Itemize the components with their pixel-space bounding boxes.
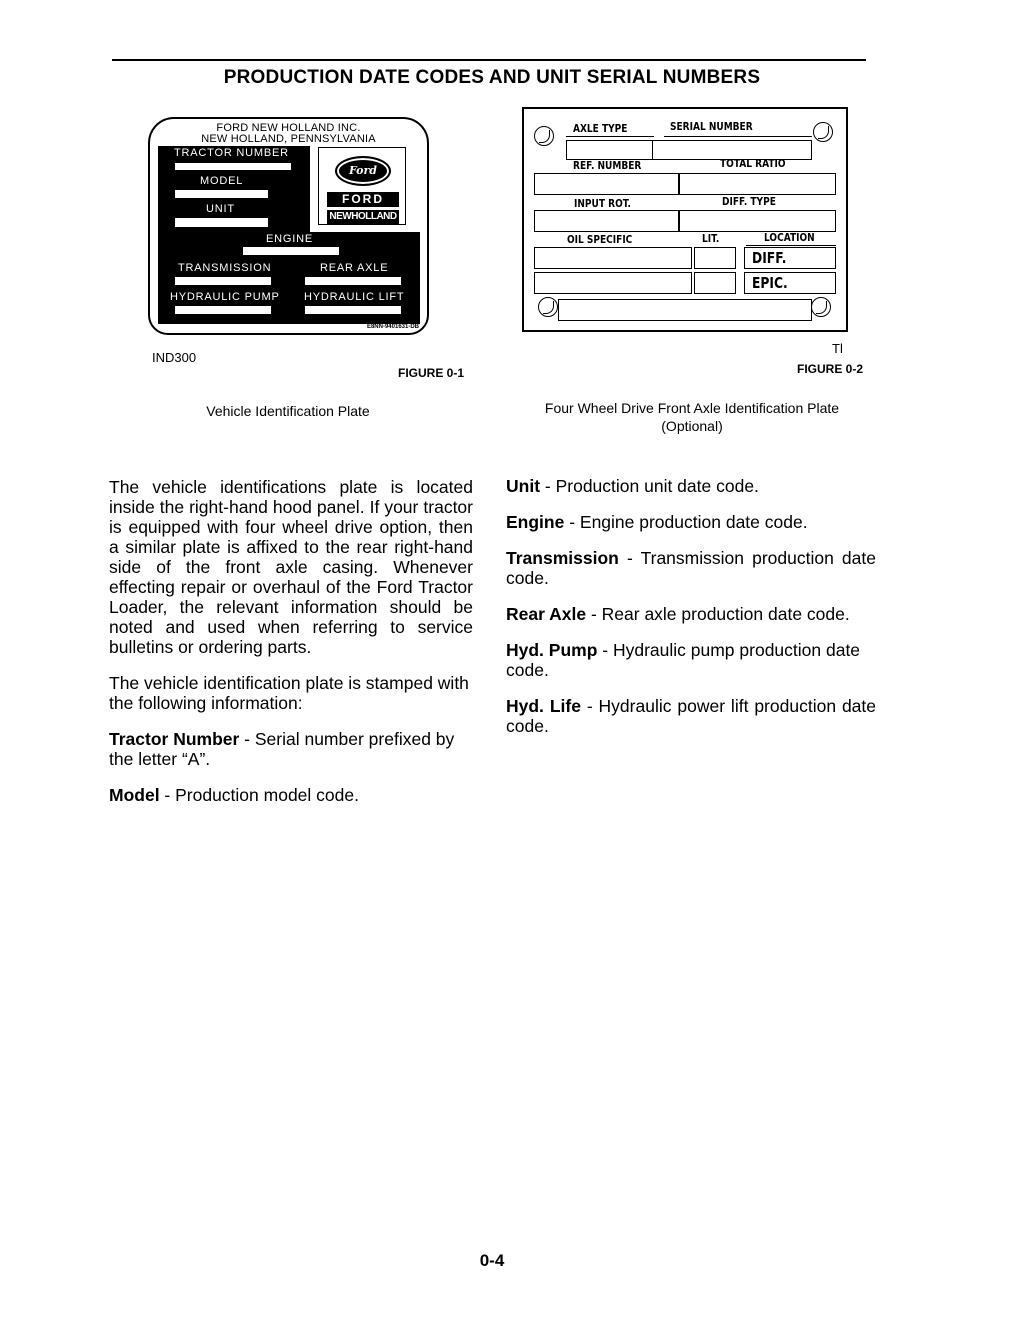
ref-number-label: REF. NUMBER: [573, 159, 642, 172]
desc: - Serial number prefixed by the letter “A”.: [109, 729, 455, 769]
serial-number-label: SERIAL NUMBER: [670, 120, 753, 133]
diff-label: DIFF.: [752, 249, 787, 267]
lit-field-epic: [694, 272, 736, 294]
definition-engine: [506, 512, 876, 532]
definition-transmission: [506, 548, 876, 588]
label-underline: [746, 245, 836, 246]
figure1-caption: Vehicle Identification Plate: [206, 403, 370, 419]
label-underline: [664, 136, 812, 137]
left-column: [109, 477, 473, 821]
input-rot-label: INPUT ROT.: [574, 197, 631, 210]
unit-label: UNIT: [206, 203, 235, 215]
vehicle-identification-plate: [148, 117, 429, 335]
desc: - Production unit date code.: [540, 476, 759, 496]
top-rule: [112, 59, 866, 61]
definition-hyd-pump: [506, 640, 876, 680]
axle-type-field: [566, 140, 654, 160]
engine-label: ENGINE: [266, 233, 313, 245]
logo-box: [318, 147, 406, 225]
figure2-side-code: Tl: [832, 341, 843, 356]
definition-model: [109, 785, 473, 805]
ford-oval-text: Ford: [348, 164, 378, 177]
stamped-info-paragraph: The vehicle identification plate is stamped with the following information:: [109, 673, 469, 713]
oil-specific-field-epic: [534, 272, 692, 294]
input-rot-field: [534, 210, 679, 232]
hydraulic-pump-label: HYDRAULIC PUMP: [170, 291, 280, 303]
page-title: PRODUCTION DATE CODES AND UNIT SERIAL NUMBERS: [223, 67, 761, 88]
figure2-caption-line2: (Optional): [661, 418, 723, 434]
term: Hyd. Pump: [506, 640, 598, 660]
model-field: [174, 189, 269, 199]
diff-type-label: DIFF. TYPE: [722, 195, 776, 208]
desc: - Rear axle production date code.: [586, 604, 850, 624]
diff-type-field: [679, 210, 836, 232]
lit-field-diff: [694, 247, 736, 269]
right-column: [506, 476, 876, 752]
hydraulic-lift-label: HYDRAULIC LIFT: [304, 291, 405, 303]
rivet-hole-top-left: [534, 126, 554, 146]
term: Hyd. Life: [506, 696, 581, 716]
desc: - Transmission production date code.: [506, 548, 876, 588]
definition-unit: [506, 476, 876, 496]
desc: - Hydraulic pump production date code.: [506, 640, 861, 680]
definition-rear-axle: [506, 604, 876, 624]
unit-field: [174, 217, 269, 228]
ford-oval-logo: [335, 156, 391, 186]
tractor-number-field: [174, 162, 292, 171]
axle-type-label: AXLE TYPE: [573, 122, 628, 135]
rear-axle-label: REAR AXLE: [320, 262, 389, 274]
lit-label: LIT.: [702, 232, 720, 245]
bottom-field: [558, 299, 812, 321]
term: Rear Axle: [506, 604, 587, 624]
term: Model: [109, 785, 160, 805]
plate-part-code: E8NN-9401631-DB: [366, 324, 419, 330]
desc: - Hydraulic power lift production date code.: [506, 696, 876, 736]
rivet-hole-bottom-right: [811, 297, 831, 317]
term: Engine: [506, 512, 565, 532]
definition-tractor-number: [109, 729, 473, 769]
oil-specific-label: OIL SPECIFIC: [567, 233, 633, 246]
desc: - Engine production date code.: [564, 512, 808, 532]
plate-header-line-2: NEW HOLLAND, PENNSYLVANIA: [201, 133, 376, 145]
transmission-label: TRANSMISSION: [178, 262, 272, 274]
term: Tractor Number: [109, 729, 240, 749]
total-ratio-label: TOTAL RATIO: [720, 157, 786, 170]
figure2-label: FIGURE 0-2: [797, 362, 864, 376]
ford-wordmark: FORD: [327, 192, 399, 207]
definition-hyd-life: [506, 696, 876, 736]
page-number: 0-4: [479, 1251, 505, 1270]
desc: - Production model code.: [159, 785, 359, 805]
label-underline: [566, 136, 654, 137]
transmission-field: [174, 276, 272, 286]
oil-specific-field-diff: [534, 247, 692, 269]
figure1-side-code: IND300: [152, 350, 197, 365]
engine-field: [242, 246, 340, 256]
location-label: LOCATION: [764, 231, 815, 244]
model-label: MODEL: [200, 175, 244, 187]
rear-axle-field: [304, 276, 402, 286]
hydraulic-lift-field: [304, 305, 402, 315]
total-ratio-field: [679, 173, 836, 195]
new-holland-wordmark: NEWHOLLAND: [327, 210, 399, 224]
tractor-number-label: TRACTOR NUMBER: [174, 147, 289, 159]
hydraulic-pump-field: [174, 305, 272, 315]
rivet-hole-bottom-left: [538, 297, 558, 317]
plate-header-line-1: FORD NEW HOLLAND INC.: [216, 122, 361, 134]
intro-paragraph: The vehicle identifications plate is located inside the right-hand hood panel. If your tractor is equipped with four wheel drive option, then a similar plate is affixed to the rear right-hand side of the front axle casing. Whenever effecting repair or overhaul of the Ford Tractor Loader, the relevant information should be noted and used when referring to service bulletins or ordering parts.: [109, 477, 473, 657]
epic-label: EPIC.: [752, 274, 788, 292]
figure2-caption: [512, 399, 872, 435]
figure1-label: FIGURE 0-1: [398, 366, 465, 380]
term: Unit: [506, 476, 541, 496]
front-axle-identification-plate: [522, 107, 848, 332]
rivet-hole-top-right: [813, 122, 833, 142]
term: Transmission: [506, 548, 619, 568]
figure2-caption-line1: Four Wheel Drive Front Axle Identification Plate: [544, 400, 840, 416]
ref-number-field: [534, 173, 679, 195]
